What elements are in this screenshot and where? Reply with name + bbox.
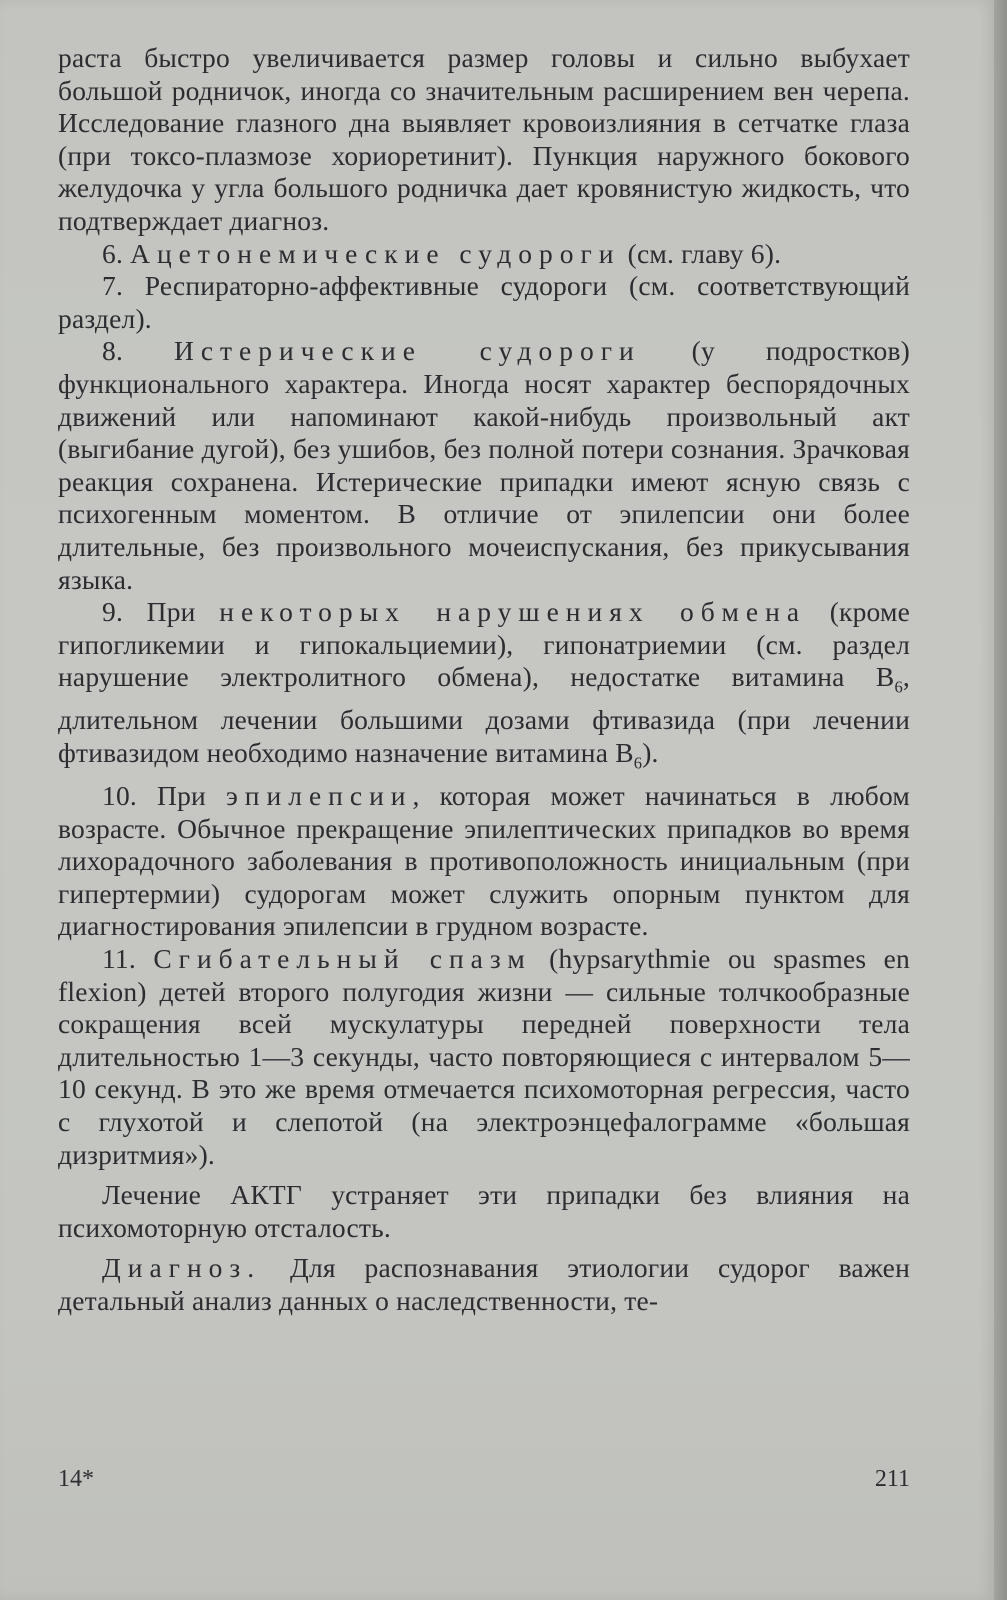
page-edge [994,0,1007,1600]
paragraph-item-6 [58,238,910,271]
item-term: эпилепсии [226,780,413,812]
item-term: Сгибательный спазм [153,943,532,975]
item-term: некоторых нарушениях обмена [219,596,807,628]
item-number: 8. [102,335,124,367]
item-text: ). [642,736,659,768]
paragraph-item-8 [58,335,910,596]
item-term: Ацетонемические судороги [130,237,621,269]
paragraph-text: Лечение АКТГ устраняет эти припадки без влияния на психомоторную отсталость. [58,1179,910,1243]
text-line: расширением вен черепа. Исследование глазного дна [58,74,910,139]
item-text: (кроме гипогликемии и гипокальциемии), гипонатриемии (см. раздел нарушение электролитного обмена), недостатке витамина B [58,596,910,693]
item-text: Респираторно-аффективные судороги (см. соответствующий раздел). [58,270,910,334]
text-line: жидкость, что подтверждает диагноз. [58,172,910,236]
item-text: (см. главу 6). [627,237,782,269]
item-text: , длительном лечении большими дозами фтивазида (при лечении фтивазидом необходимо назначение витамина B [58,661,910,768]
paragraph-item-11 [58,943,910,1171]
paragraph-item-7 [58,270,910,335]
paragraph-text: Для распознавания этиологии судорог важен детальный анализ данных о наследственности, те- [58,1252,910,1316]
item-number: 11. [102,943,136,975]
paragraph-continuation [58,42,910,238]
section-term: Диагноз. [102,1252,262,1284]
item-text: (hypsarythmie ou spasmes en flexion) детей второго полугодия жизни — сильные толчкообразные сокращения всей мускулатуры передней поверхности тела длительностью 1—3 секунды, часто повторяющиеся с интервалом 5—10 секунд. В это же время отмечается психомоторная регрессия, часто с глухотой и слепотой (на электроэнцефалограмме «большая дизритмия»). [58,943,910,1170]
item-number: 9. При [102,596,196,628]
item-text: , которая может начинаться в любом возрасте. Обычное прекращение эпилептических припадков во время лихорадочного заболевания в противоположность инициальным (при гипертермии) судорогам может служить опорным пунктом для диагностирования эпилепсии в грудном возрасте. [58,780,910,942]
item-text: (у подростков) функционального характера. Иногда носят характер беспорядочных движений или напоминают какой-нибудь произвольный акт (выгибание дугой), без ушибов, без полной потери сознания. Зрачковая реакция сохранена. Истерические припадки имеют ясную связь с психогенным моментом. В отличие от эпилепсии они более длительные, без произвольного мочеиспускания, без прикусывания языка. [58,335,911,595]
paragraph-item-9 [58,596,910,780]
item-number: 7. [102,270,124,302]
text-line: раста быстро увеличивается размер головы и сильно [58,42,778,73]
item-number: 10. При [102,780,206,812]
subscript: 6 [633,753,643,773]
subscript: 6 [894,677,903,697]
signature-mark: 14* [58,1466,94,1492]
paragraph-treatment [58,1179,910,1244]
text-line: желудочка у угла большого родничка дает кровянистую [58,172,733,204]
item-number: 6. [102,237,124,269]
item-term: Истерические судороги [173,335,641,367]
paragraph-diagnosis [58,1252,910,1317]
paragraph-item-10 [58,780,910,943]
text-line: плазмозе хориоретинит). Пункция наружного бокового [205,139,910,171]
page-text [58,42,910,1318]
text-line: выбухает большой родничок, иногда со значительным [58,42,910,106]
page-number: 211 [874,1466,910,1492]
text-line: выявляет кровоизлияния в сетчатке глаза (при токсо- [58,107,910,171]
